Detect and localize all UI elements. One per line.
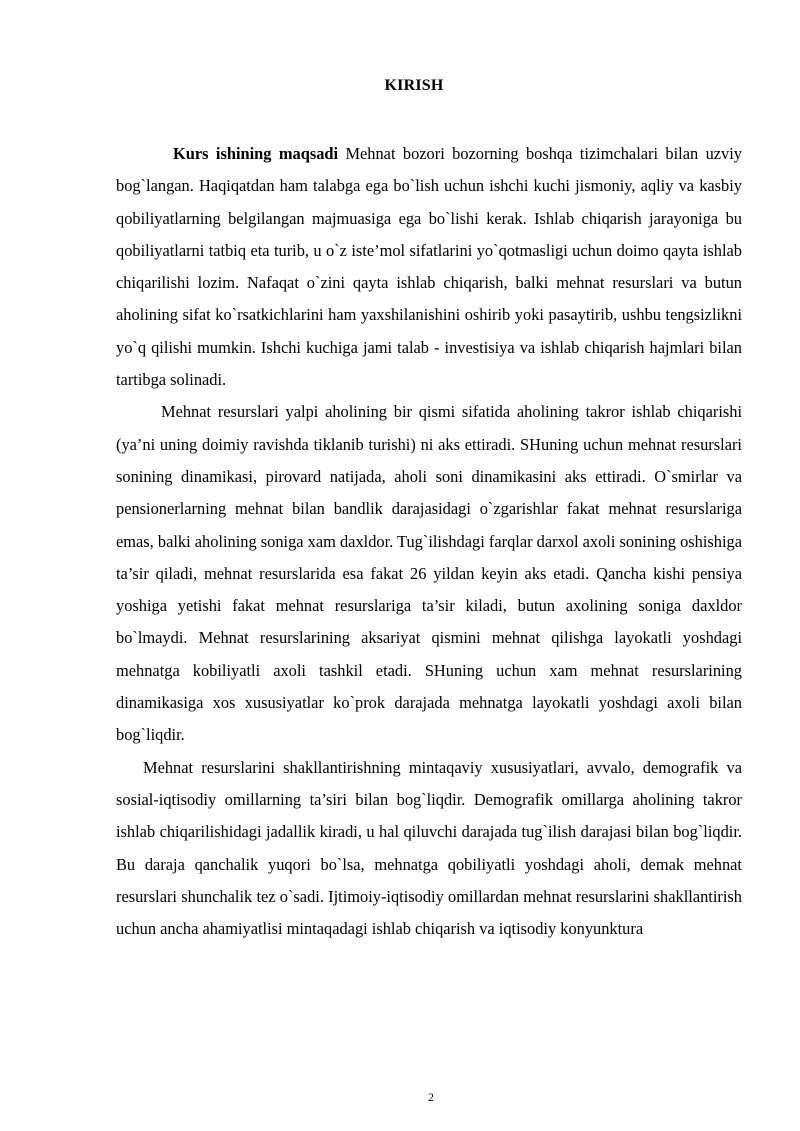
page-title: KIRISH [384, 77, 444, 94]
paragraph-2: Mehnat resurslari yalpi aholining bir qismi sifatida aholining takror ishlab chiqarishi (ya’ni uning doimiy ravishda tiklanib turishi) ni aks ettiradi. SHuning uchun mehnat resurslari sonining dinamikasi, pirovard natijada, aholi soni dinamikasini aks ettiradi. O`smirlar va pensionerlarning mehnat bilan bandlik darajasidagi o`zgarishlar fakat mehnat resurslariga emas, balki aholining soniga xam daxldor. Tug`ilishdagi farqlar darxol axoli sonining oshishiga ta’sir qiladi, mehnat resurslarida esa fakat 26 yildan keyin aks etadi. Qancha kishi pensiya yoshiga yetishi fakat mehnat resurslariga ta’sir kiladi, butun axolining soniga daxldor bo`lmaydi. Mehnat resurslarining aksariyat qismini mehnat qilishga layokatli yoshdagi mehnatga kobiliyatli axoli tashkil etadi. SHuning uchun xam mehnat resurslarining dinamikasiga xos xususiyatlar ko`prok darajada mehnatga layokatli yoshdagi axoli bilan bog`liqdir. [116, 402, 742, 745]
paragraph-lead: Kurs ishining maqsadi [173, 144, 339, 163]
paragraph-1 [116, 138, 742, 396]
page-number: 2 [428, 1090, 434, 1104]
body-text [116, 138, 742, 945]
paragraph-1-text: Mehnat bozori bozorning boshqa tizimchalari bilan uzviy bog`langan. Haqiqatdan ham talabga ega bo`lish uchun ishchi kuchi jismoniy, aqliy va kasbiy qobiliyatlarning belgilangan majmuasiga ega bo`lishi kerak. Ishlab chiqarish jarayoniga bu qobiliyatlarni tatbiq eta turib, u o`z iste’mol sifatlarini yo`qotmasligi uchun doimo qayta ishlab chiqarilishi lozim. Nafaqat o`zini qayta ishlab chiqarish, balki mehnat resurslari va butun aholining sifat ko`rsatkichlarini ham yaxshilanishini oshirib yoki pasaytirib, ushbu tengsizlikni yo`q qilishi mumkin. Ishchi kuchiga jami talab - investisiya va ishlab chiqarish hajmlari bilan tartibga solinadi. [116, 144, 742, 390]
paragraph-3: Mehnat resurslarini shakllantirishning mintaqaviy xususiyatlari, avvalo, demografik va sosial-iqtisodiy omillarning ta’siri bilan bog`liqdir. Demografik omillarga aholining takror ishlab chiqarilishidagi jadallik kiradi, u hal qiluvchi darajada tug`ilish darajasi bilan bog`liqdir. Bu daraja qanchalik yuqori bo`lsa, mehnatga qobiliyatli yoshdagi aholi, demak mehnat resurslari shunchalik tez o`sadi. Ijtimoiy-iqtisodiy omillardan mehnat resurslarini shakllantirish uchun ancha ahamiyatlisi mintaqadagi ishlab chiqarish va iqtisodiy konyunktura [116, 757, 742, 939]
